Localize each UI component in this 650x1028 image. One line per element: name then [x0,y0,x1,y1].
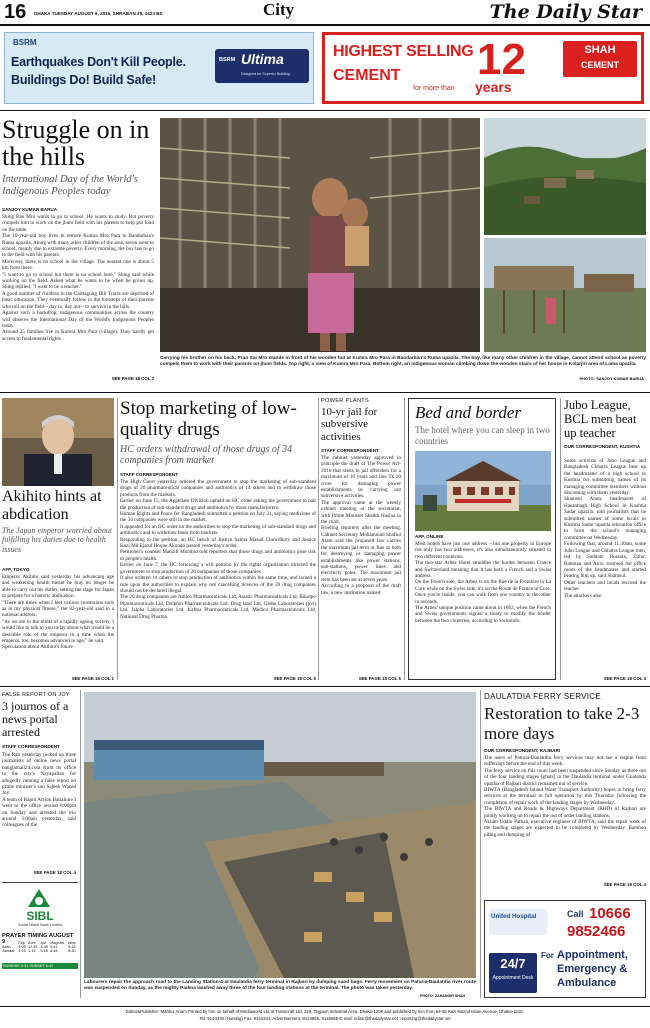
jubo-paragraph: The attackers also [564,592,602,599]
sibl-logo-icon [24,887,54,909]
section-name: City [263,0,295,19]
portal-paragraph: A team of Rapid Action Battalion-3 went to the office around 8:00pm on Sunday and arrested the trio around 3:00am yesterday, said colleagues of the [2,796,76,829]
drugs-headline: Stop marketing of low-quality drugs [120,398,297,440]
border-paragraph: Once you're inside, you can walk from one country to the other in seconds. [415,592,551,605]
united-desk-box [489,953,537,993]
prayer-title: PRAYER TIMING AUGUST 9 [2,933,74,945]
powerplants-kicker: POWER PLANTS [321,398,370,404]
united-number-1: 10666 [589,905,631,922]
footer-imprint-2: Tel: 9144330 (Hunting) Fax: 9144331, Advertisement: 8124955, 9145569 E-mail: editor@thedailystar.net, reporting@thedailystar.net [199,1016,451,1021]
sibl-name: SIBL [26,909,54,923]
akihito-photo [2,398,114,486]
united-desk-num: 24/7 [500,956,526,971]
prayer-cell: 8:15 [68,945,76,949]
paper-name: The Daily Star [489,1,642,23]
akihito-subhead: The Japan emperor worried about fulfilling his duties due to health issues [2,526,112,554]
ferry-photo [84,692,476,978]
united-hospital-ad[interactable] [484,900,646,998]
jubo-paragraph: Shamsul Alam, headmaster of Hasanbagh High School in Kushtia Sadar upazila, told journalists that he submitted names of some locals to Kushtia Sadar upazila education office to form the school's managing committee on Wednesday. [564,496,646,541]
hills-village-photo [484,118,646,235]
powerplants-body [321,455,401,673]
border-paragraph: The two-star Arbez Hotel straddles the border between France and Switzerland meaning that it has both a French and a Swiss address. [415,560,551,580]
story-hills [0,114,650,390]
dateline: DHAKA TUESDAY AUGUST 9, 2016, SHRABAN 25, 1423 BS [34,11,163,16]
akihito-paragraph: "There are times when I feel various constraints such as in my physical fitness," the 82-year-old said in a national address. [2,599,114,619]
ultima-label: Ultima [241,51,284,67]
drugs-continue[interactable]: SEE PAGE 18 COL 6 [273,676,316,681]
hills-paragraph: The 10-year-old boy lives in remote Kumra Mro Para in Bandarban's Ruma upazila. Along with many other children of the area, seven went to school, mainly due to extreme poverty. Every morning, the boy has to go to the field with his parents. [2,233,154,259]
hills-main-photo [160,118,480,352]
drugs-body [120,479,316,675]
drugs-paragraph: The 20 drug companies are Amico Pharmaceuticals Ltd, Asiatic Pharmaceuticals Ltd, Bikolpo Pharmaceuticals Ltd, Dolphin Pharmaceuticals Ltd, Drug land Ltd, Globe Laboratories (pvt) Ltd, Jalpha Laboratories Ltd, Kafma Pharmaceuticals Ltd, Medico Pharmaceuticals Ltd, National Drug Pharma [120,594,316,620]
shah-line1: HIGHEST SELLING [333,43,474,60]
akihito-continue[interactable]: SEE PAGE 18 COL 1 [71,676,114,681]
drugs-subhead: HC orders withdrawal of those drugs of 34 companies from market [120,444,293,467]
shah-line2: CEMENT [333,67,401,84]
prayer-head: Maghrib [50,941,64,945]
hills-village-photo-image [484,118,646,235]
border-body [415,541,551,677]
drugs-paragraph: Earlier on June 7, the HC following a writ petition by the rights organisation directed the government to stop production of 20 companies of those companies. [120,562,316,575]
footer-imprint-1: Editor&Publisher: Mahfuz Anam Printed by him on behalf of Mediaworld Ltd at Transcraft Ltd, 229, Tejgaon Industrial Area, Dhaka-1208 and published by him from 64-65 Kazi Nazrul Islam Avenue, Dhaka-1215. [126,1009,524,1014]
akihito-headline: Akihito hints at abdication [2,488,102,523]
united-emergency: Emergency & [557,963,628,975]
portal-byline: STAFF CORRESPONDENT [2,744,60,749]
story-drugs [120,396,316,682]
drugs-byline: STAFF CORRESPONDENT [120,472,178,477]
ferry-paragraph: The BIWTA and Roads & Highways Department (RHD) of Rajbari are jointly working on to repair the out of order landing stations. [484,806,646,819]
hills-paragraph: Shing Rao Mro wants to go to school. He wants to study. But poverty compels him to work on the jhum field with his parents to help put food on the table. [2,214,154,233]
prayer-head: Fajr [18,941,25,945]
united-desk-label: Appointment Desk [492,975,534,981]
ferry-paragraph: BIWTA (Bangladesh Inland Water Transport Authority) hopes to bring ferry services at the terminal in full operation by this Thursday following the completion of repair work of the landing stages by Wednesday. [484,787,646,806]
story-portal [0,690,78,878]
prayer-cell: 6:41 [50,945,58,949]
portal-headline: 3 journos of a news portal arrested [2,699,69,739]
prayer-cell: Jamaat [2,949,15,953]
story-powerplants [321,396,403,682]
drugs-paragraph: Human Rights and Peace for Bangladesh submitted a petition on July 31, saying medicines of the 34 companies were still in the market. [120,511,316,524]
hills-paragraph: Moreover, there is no school in the village. The nearest one is about 5 km from there. [2,258,154,272]
prayer-head: Asr [40,941,47,945]
jubo-headline: Jubo League, BCL men beat up teacher [564,398,637,440]
ferry-body [484,755,646,881]
prayer-cell: 4:45 [40,945,48,949]
story-ferry [484,690,648,890]
hills-stairs-photo [484,238,646,352]
ferry-continue[interactable]: SEE PAGE 18 COL 4 [603,882,646,887]
prayer-cell: 4:05 [18,945,26,949]
bsrm-line1: Earthquakes Don't Kill People. [11,55,186,69]
shah-years-num: 12 [477,35,526,84]
ferry-byline: OUR CORRESPONDENT, RAJBARI [484,748,561,753]
drugs-paragraph: Earlier on June 15, the Appellate Division upheld an HC order asking the government to halt the production of sub-standard drugs and antibiotics by those manufacturers. [120,498,316,511]
border-paragraph: The Arbez' unique position came about in 1862, when the French and Swiss governments signed a treaty to modify the border between the two countries, according to Swissinfo. [415,605,551,624]
ferry-caption: Labourers repair the approach road to the Landing Station-4 at Daulatdia ferry terminal in Rajbari by dumping sand bags. Ferry movement on Paturia-Daulatdia river route was suspended on Sunday, as the mighty Padma washed away three of the four landing stations at the terminal. The photo was taken yesterday. [84,980,476,991]
portal-continue[interactable]: SEE PAGE 18 COL 4 [33,870,76,875]
hills-photo-credit: PHOTO: SANJOY KUMAR BARUA [579,376,644,381]
united-appointment: Appointment, [557,949,628,961]
bsrm-logo: BSRM [13,38,37,47]
portal-paragraph: The Rab yesterday picked up three journalists of online news portal banglamail24.com from its office in the city's Nayapaltan for allegedly running a false report on prime minister's son Sajeeb Wazed Joy. [2,752,76,797]
hills-body [2,214,154,374]
shah-logo [563,41,637,77]
powerplants-paragraph: Briefing reporters after the meeting, Cabinet Secretary Mohammad Shafiul Alam said the proposed law carries the maximum jail term or fine or both for destroying or damaging power establishments like power stations, sub-stations, power lines and electricity poles. The maximum jail term has been set at seven years. [321,525,401,583]
jubo-paragraph: Following that, around 11.30am, some Jubo League and Chhatra League men, led by Saddam Hossain, Zillur, Rahman and Anis, stormed the office room of the headmaster and started beating him up, said Shamsul. [564,541,646,580]
shah-logo-bottom: CEMENT [581,60,619,70]
powerplants-paragraph: According to a proposal of the draft law, a new institution named [321,583,401,596]
powerplants-continue[interactable]: SEE PAGE 18 COL 5 [358,676,401,681]
hills-subhead: International Day of the World's Indigenous Peoples today [2,174,139,197]
powerplants-headline: 10-yr jail for subversive activities [321,406,378,443]
ferry-paragraph: The ferry service on this route had been suspended since Sunday as three out of the four landing stages [ghats] in the Daulatdia terminal under Goalanda upazila of Rajbari district remained out of service. [484,767,646,787]
powerplants-paragraph: The cabinet yesterday approved in principle the draft of The Power Act-2016 that seeks to jail offenders for a maximum of 10 years and fine Tk 10 crore for damaging power establishments by carrying out subversive activities. [321,455,401,500]
shah-years-word: years [475,79,512,95]
page-number: 16 [4,1,27,23]
ferry-kicker: DAULATDIA FERRY SERVICE [484,692,602,701]
ferry-paragraph: The users of Paturia-Daulatdia ferry services may not see a respite from sufferings before the end of this week. [484,755,646,768]
powerplants-paragraph: The approval came at the weekly cabinet meeting at the secretariat, with Prime Minister Sheikh Hasina in the chair. [321,499,401,526]
united-number-2: 9852466 [567,923,626,940]
border-paragraph: Most hotels have just one address – but one property in Europe not only has two addresses, it's also simultaneously situated in two different countries. [415,541,551,560]
hills-paragraph: Against such a backdrop, indigenous communities across the country will observe the International Day of the World's Indigenous Peoples today. [2,310,154,329]
prayer-head: Zohr [28,941,36,945]
hills-stairs-photo-image [484,238,646,352]
border-paragraph: On the French side, the Arbez is on the Rue de la Frontiere in La Cure while on the Swiss side, it's on the Route de France in Cure. [415,579,551,592]
masthead [0,0,650,26]
jubo-byline: OUR CORRESPONDENT, KUSHTIA [564,444,641,449]
drugs-paragraph: Responding to the petition, an HC bench of Justice Salma Masud Chowdhury and Justice Kazi Md Ejarul Hoque Akondo passed yesterday's order. [120,536,316,550]
drugs-paragraph: The High Court yesterday ordered the government to stop the marketing of sub-standard drugs of 20 pharmaceutical companies and antibiotics of 14 others and to withdraw those products from the markets. [120,479,316,498]
story-border [408,398,556,680]
hills-headline: Struggle on in the hills [2,115,150,171]
drugs-paragraph: It appealed for an HC order on the authorities to stop the marketing of sub-standard drugs and antibiotics and to withdraw them from markets. [120,523,316,537]
ferry-headline: Restoration to take 2-3 more days [484,704,640,743]
prayer-table [2,941,78,953]
ferry-paragraph: Nizam Uddin Pathan, executive engineer of BIWTA, said the repair work of the landing stages are expected to be completed by Wednesday. Bamboo piling and dumping of [484,819,646,838]
ferry-photo-image [84,692,476,978]
hills-caption: Carrying his brother on his back, Prao Sai Mro stands in front of his wooden hut at Kumra Mro Para in Bandarban's Ruma upazila. The boy, like many other children in the village, cannot attend school as poverty compels them to work with their parents on jhum fields. Top right, a view of Kumra Mro Para. Bottom right, an indigenous woman climbing down the wooden stairs of her house in Kolarjiri area of Lama upazila. [160,356,646,367]
shah-for-more: for more than [413,85,455,92]
united-ambulance: Ambulance [557,977,617,989]
prayer-cell: 1:15 [28,949,36,953]
border-byline: AFP, ONLINE [415,534,444,539]
akihito-paragraph: Speculation about Akihito's future [2,644,73,651]
hills-continue[interactable]: SEE PAGE 18 COL 3 [111,376,154,381]
jubo-body [564,458,646,672]
hills-paragraph: A good number of children in the Chittagong Hill Tracts are deprived of basic education. They eventually follow in the footsteps of their parents who toil on the field – day in, day out – to survive in the hills. [2,290,154,310]
prayer-head: Isha [68,941,76,945]
story-jubo [564,396,648,682]
portal-body [2,752,76,870]
border-hotel-photo-image [415,451,551,531]
bsrm-ad[interactable] [4,32,314,104]
jubo-continue[interactable]: SEE PAGE 18 COL 4 [603,676,646,681]
prayer-cell: Azan [2,945,11,949]
jubo-paragraph: Some activists of Jubo League and Bangladesh Chhatra League beat up the headmaster of a high school in Kushtia for submitting names of its managing committee members without discussing with them yesterday. [564,458,646,497]
story-akihito [0,396,116,682]
prayer-cell: 6:46 [50,949,58,953]
prayer-cell: 5:15 [40,949,48,953]
united-call: Call [567,909,584,919]
border-subhead: The hotel where you can sleep in two countries [415,425,550,446]
ultima-brand: BSRM [219,57,236,63]
powerplants-byline: STAFF CORRESPONDENT [321,448,379,453]
hills-main-photo-image [160,118,480,352]
prayer-footer: SUNRISE 5:31 SUNSET 6:41 [2,963,78,969]
sibl-full: Social Islami Bank Limited [17,923,63,927]
bsrm-line2: Buildings Do! Build Safe! [11,73,156,87]
united-for: For [541,951,554,960]
akihito-paragraph: "As we are in the midst of a rapidly ageing society, I would like to talk to you today about what would be a desirable role of the emperor in a time when the emperor, too, becomes advanced in age," he said. [2,618,114,645]
sibl-ad[interactable] [2,882,78,994]
united-logo [489,909,547,935]
akihito-body [2,574,114,674]
prayer-cell: 8:30 [68,949,76,953]
portal-kicker: FALSE REPORT ON JOY [2,692,70,698]
akihito-photo-image [2,398,114,486]
akihito-byline: AFP, TOKYO [2,567,30,572]
akihito-paragraph: Emperor Akihito said yesterday his advancing age and weakening health meant he may no longer be able to carry out his duties, setting the stage for Japan to prepare for a historic abdication. [2,574,114,600]
hills-paragraph: Around 25 families live in Kumra Mro Para (village). They hardly get access to fundamental rights [2,329,154,342]
prayer-cell: 4:15 [18,949,26,953]
prayer-cell: 12:45 [28,945,38,949]
drugs-paragraph: It also ordered 14 others to stop production of antibiotics within the same time, and issued a rule upon the authorities to explain why not cancelling licences of the 20 drug companies should not be declared illegal. [120,575,316,594]
jubo-paragraph: Other teachers and locals rescued the teacher. [564,579,646,593]
border-hotel-photo [415,451,551,531]
drugs-paragraph: Petitioner's counsel Manzill Murshid told reporters that those drugs and antibiotics pose risk to people's health. [120,549,316,562]
bsrm-ultima-box [215,49,309,83]
ultima-sub: Designed for Superior Building [241,72,290,76]
ferry-photo-credit: PHOTO: ZAHANGIR SHAH [420,994,466,998]
hills-byline: SANJOY KUMAR BARUA [2,207,58,212]
hills-paragraph: "I want to go to school but there is no school here," Shing said while working on the field. Asked what he wants to be when he grows up, Shing replied, "I want to be a teacher." [2,271,154,291]
united-name: United Hospital [491,913,537,920]
border-headline: Bed and border [415,403,522,422]
shah-cement-ad[interactable] [322,32,644,104]
shah-logo-top: SHAH [584,44,616,56]
